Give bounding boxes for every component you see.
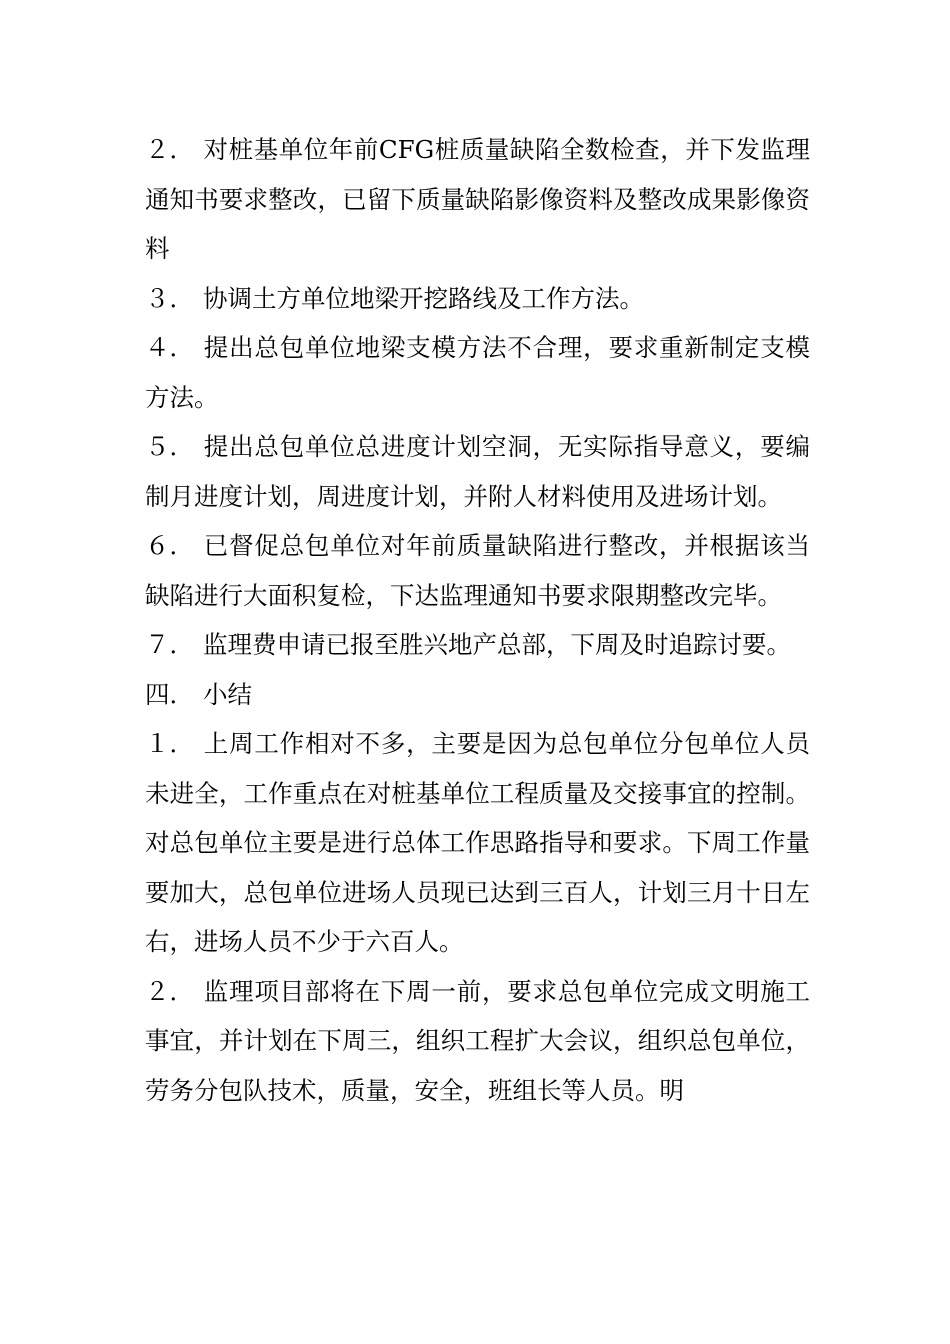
item-text: 协调土方单位地梁开挖路线及工作方法。 [203, 283, 644, 313]
list-item [145, 422, 810, 521]
item-text: 提出总包单位地梁支模方法不合理，要求重新制定支模方法。 [145, 333, 810, 412]
item-text: 上周工作相对不多，主要是因为总包单位分包单位人员未进全，工作重点在对桩基单位工程质量及交接事宜的控制。对总包单位主要是进行总体工作思路指导和要求。下周工作量要加大，总包单位进场人员现已达到三百人，计划三月十日左右，进场人员不少于六百人。 [145, 729, 810, 956]
item-number: ５． [145, 432, 194, 461]
item-number: ２． [145, 135, 194, 164]
section-title: 小结 [203, 679, 252, 709]
list-item [145, 521, 810, 620]
item-text: 监理费申请已报至胜兴地产总部，下周及时追踪讨要。 [203, 630, 791, 659]
item-number: ３． [145, 283, 194, 313]
summary-item [145, 719, 810, 967]
item-number: ６． [145, 531, 194, 560]
item-number: ２． [145, 976, 194, 1006]
list-item [145, 323, 810, 422]
list-item [145, 125, 810, 274]
section-heading [145, 670, 810, 720]
item-text: 已督促总包单位对年前质量缺陷进行整改，并根据该当缺陷进行大面积复检，下达监理通知书要求限期整改完毕。 [145, 531, 810, 610]
section-number: 四． [145, 679, 194, 709]
summary-item [145, 967, 810, 1116]
item-text: 对桩基单位年前CFG桩质量缺陷全数检查，并下发监理通知书要求整改，已留下质量缺陷影像资料及整改成果影像资料 [145, 135, 810, 263]
item-number: ７． [145, 630, 194, 659]
item-text: 监理项目部将在下周一前，要求总包单位完成文明施工事宜，并计划在下周三，组织工程扩大会议，组织总包单位，劳务分包队技术，质量，安全，班组长等人员。明 [145, 976, 810, 1105]
list-item [145, 274, 810, 324]
document-body [145, 125, 810, 1115]
item-number: １． [145, 729, 194, 758]
list-item [145, 620, 810, 670]
item-text: 提出总包单位总进度计划空洞，无实际指导意义，要编制月进度计划，周进度计划，并附人材料使用及进场计划。 [145, 432, 810, 511]
item-number: ４． [145, 333, 194, 362]
